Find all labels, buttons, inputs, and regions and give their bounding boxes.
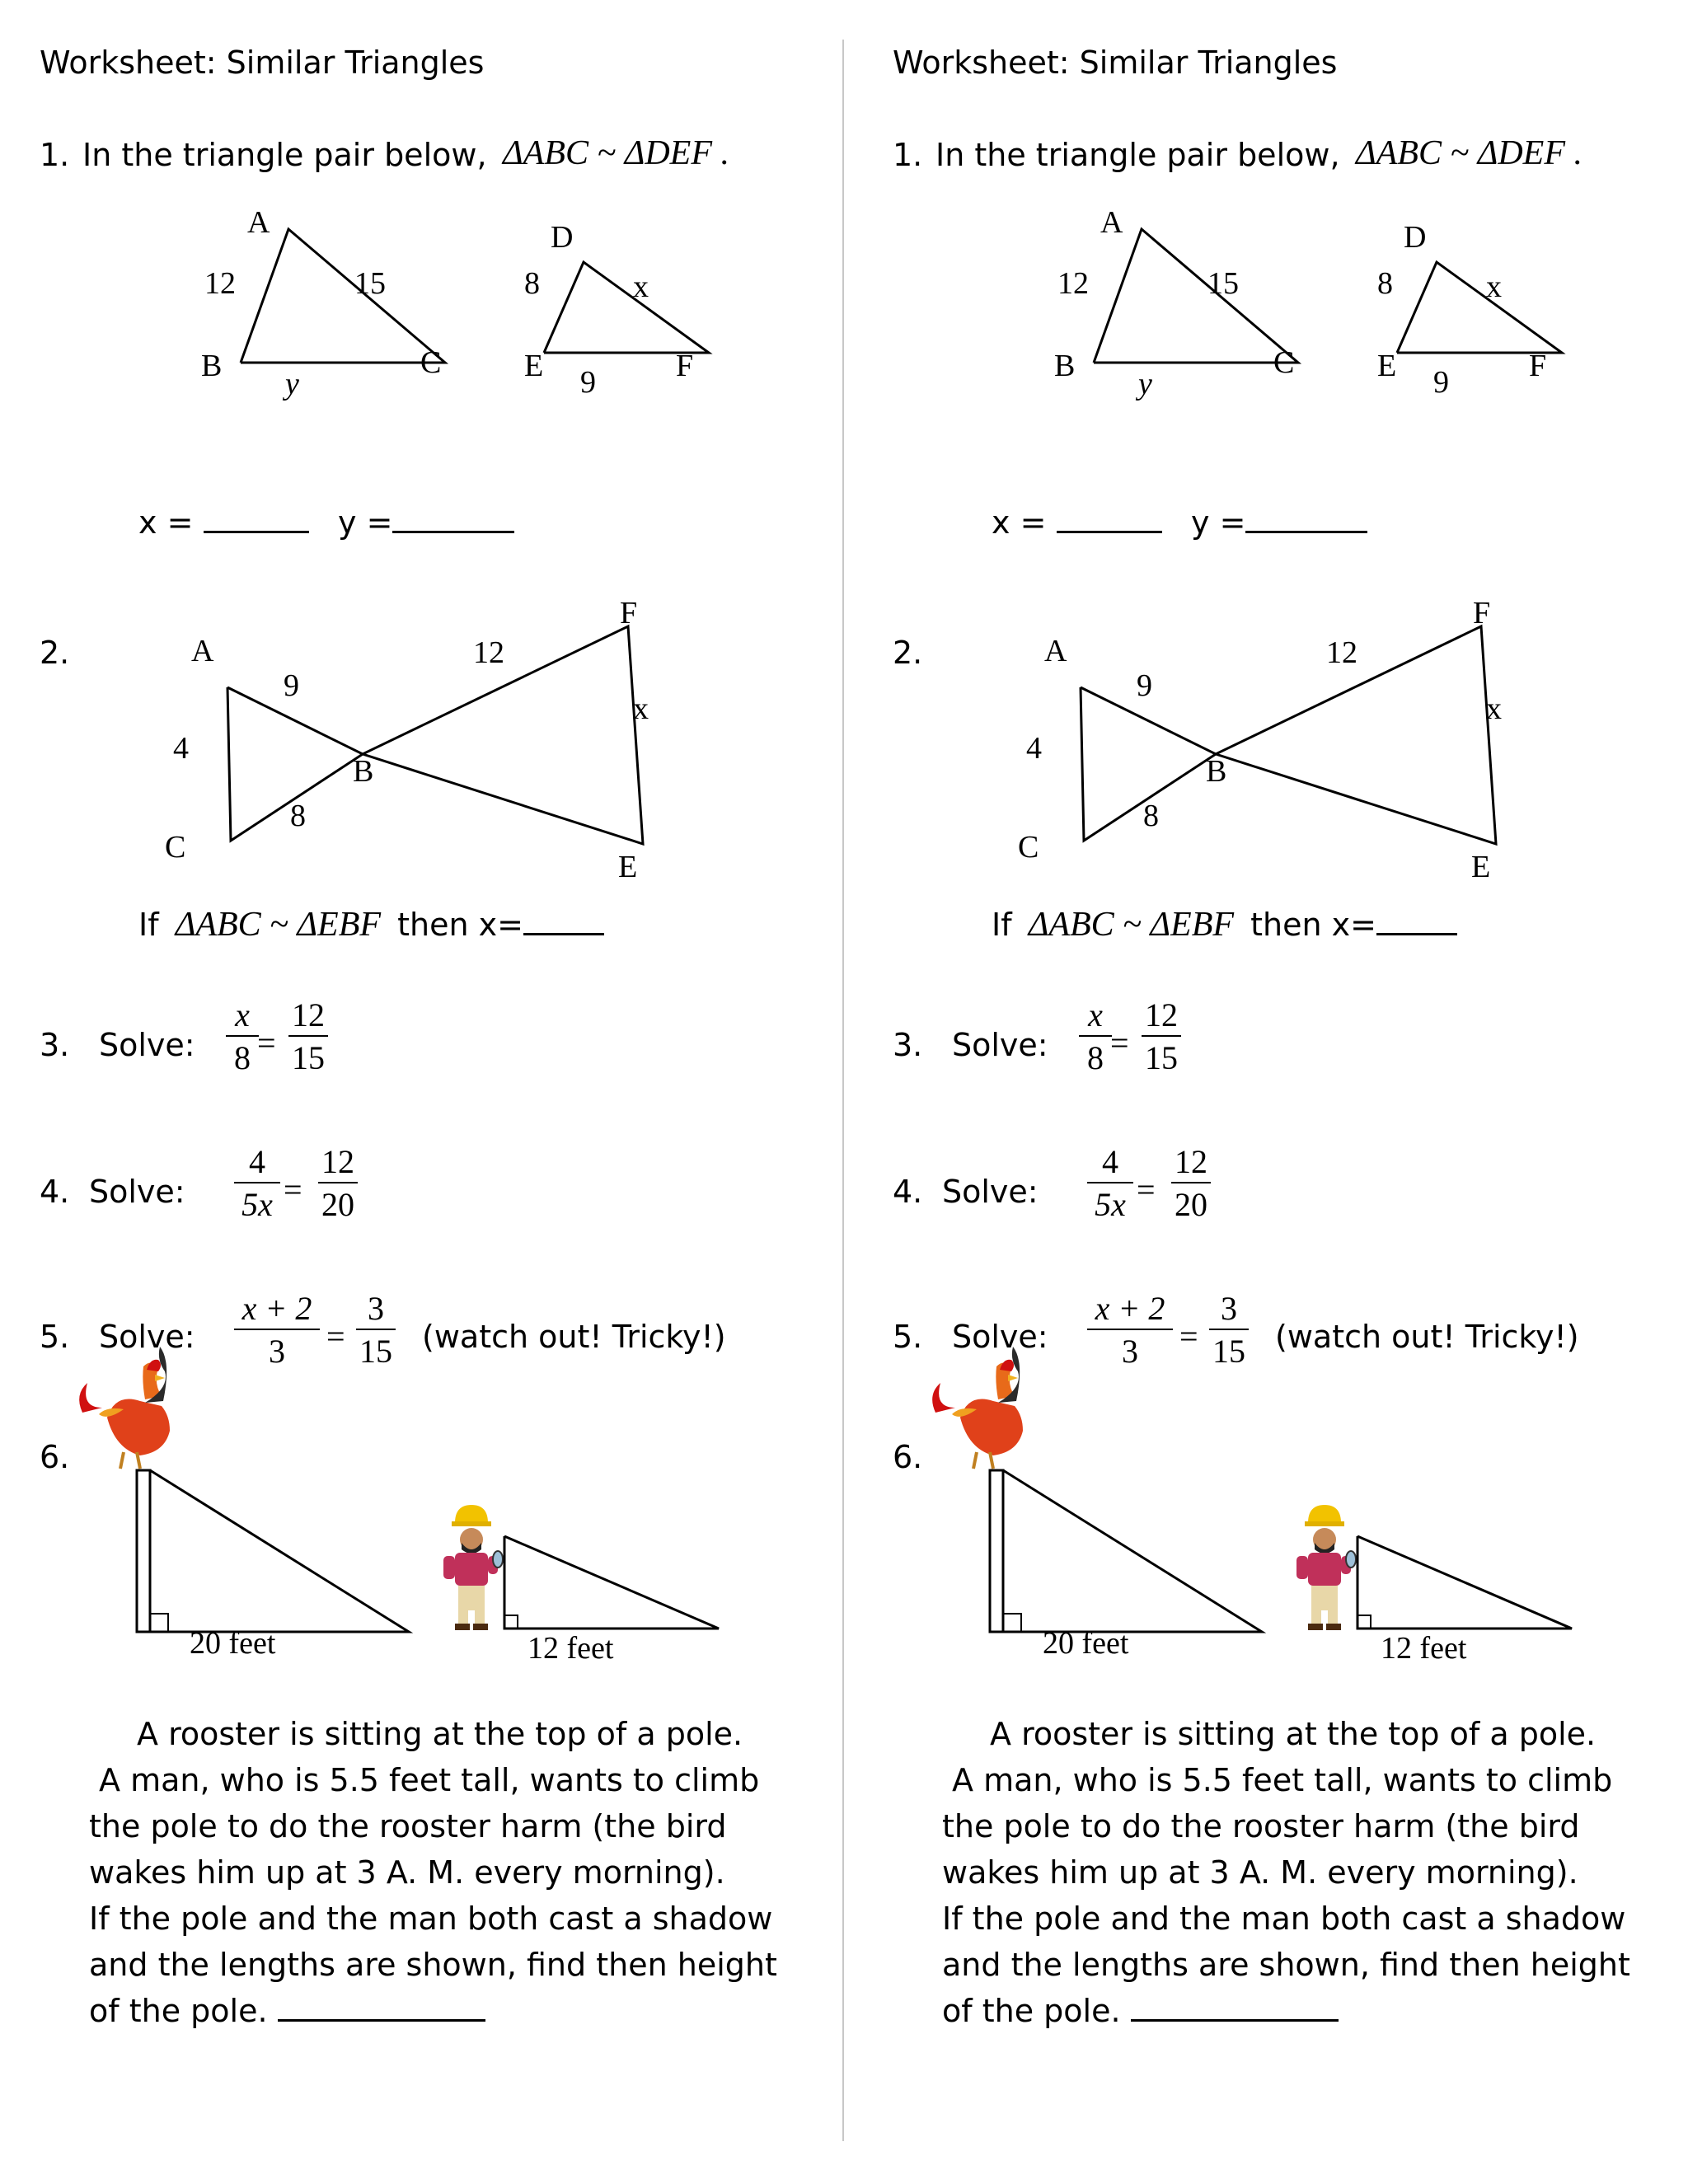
q6-answer-blank[interactable] [1131, 2019, 1339, 2022]
q1-y-label: y = [338, 504, 393, 541]
q3-rhs-fraction [1142, 996, 1181, 1076]
q6-line: the pole to do the rooster harm (the bird [89, 1808, 727, 1844]
q5-lhs-fraction [234, 1292, 320, 1368]
q1-side-ac: 15 [354, 266, 386, 301]
q5-lhs-fraction [1087, 1292, 1173, 1368]
q6-last-line [942, 1988, 1630, 2034]
q3-rhs-num: 12 [1145, 996, 1178, 1033]
q1-x-blank[interactable] [204, 531, 309, 533]
q2-relation: ΔABC ~ ΔEBF [175, 906, 382, 944]
q4-lhs-fraction [1087, 1143, 1133, 1223]
q3-equals: = [1110, 1024, 1129, 1062]
q1-label-c: C [420, 345, 442, 380]
pole-shadow-label: 20 feet [1043, 1626, 1129, 1661]
q6-line: A rooster is sitting at the top of a pole. [137, 1716, 743, 1752]
q1-label-c: C [1273, 345, 1295, 380]
q2-label-a: A [1044, 634, 1067, 668]
q2-side-ac: 4 [1026, 731, 1042, 766]
q2-then: then x= [397, 907, 523, 943]
q4-lhs-den: 5x [1095, 1186, 1126, 1223]
q6-problem-text [942, 1711, 1630, 2034]
q4-lhs-num: 4 [249, 1143, 265, 1180]
q5-note: (watch out! Tricky!) [422, 1319, 726, 1355]
q4-label: Solve: [942, 1174, 1039, 1210]
q2-if: If [138, 907, 159, 943]
q2-relation: ΔABC ~ ΔEBF [1028, 906, 1235, 944]
q4-label: Solve: [89, 1174, 185, 1210]
q2-number: 2. [893, 635, 923, 671]
worksheet-title: Worksheet: Similar Triangles [40, 45, 485, 81]
q4-lhs-num: 4 [1102, 1143, 1118, 1180]
q2-x-blank[interactable] [1376, 933, 1457, 935]
q4-number: 4. [893, 1174, 923, 1210]
q2-label-a: A [191, 634, 214, 668]
man-shadow-label: 12 feet [1381, 1631, 1467, 1666]
q1-side-ac: 15 [1207, 266, 1239, 301]
q2-label-e: E [618, 850, 638, 884]
q3-number: 3. [893, 1027, 923, 1063]
q1-x-blank[interactable] [1057, 531, 1162, 533]
q1-relation: ΔABC ~ ΔDEF . [503, 134, 729, 172]
q5-lhs-num: x + 2 [1095, 1290, 1165, 1327]
q5-rhs-num: 3 [1221, 1290, 1237, 1327]
q1-side-ef: 9 [1433, 365, 1449, 400]
q1-y-label: y = [1191, 504, 1246, 541]
q2-number: 2. [40, 635, 70, 671]
q2-side-bf: 12 [1326, 635, 1357, 670]
q2-label-e: E [1471, 850, 1491, 884]
q1-label-e: E [524, 349, 544, 383]
q6-line: the pole to do the rooster harm (the bird [942, 1808, 1580, 1844]
q1-y-blank[interactable] [392, 531, 514, 533]
q1-side-bc: y [285, 367, 299, 401]
man-shadow-label: 12 feet [528, 1631, 614, 1666]
q1-y-answer [338, 504, 514, 541]
q1-label-d: D [551, 220, 574, 255]
q1-number: 1. [893, 137, 923, 173]
q3-lhs-den: 8 [234, 1039, 251, 1076]
q5-label: Solve: [952, 1319, 1048, 1355]
q1-text: In the triangle pair below, [935, 137, 1340, 173]
q6-line: wakes him up at 3 A. M. every morning). [89, 1854, 725, 1891]
q2-label-b: B [353, 754, 374, 789]
q4-rhs-fraction [1171, 1143, 1211, 1223]
q6-line: wakes him up at 3 A. M. every morning). [942, 1854, 1578, 1891]
q5-number: 5. [40, 1319, 70, 1355]
q1-y-blank[interactable] [1245, 531, 1367, 533]
q6-line: If the pole and the man both cast a shadow [942, 1900, 1626, 1937]
worksheet-right [853, 0, 1688, 2184]
q2-question [992, 905, 1457, 944]
man-triangle-figure [0, 0, 1, 1]
q5-equals: = [1179, 1318, 1198, 1355]
q6-line: A man, who is 5.5 feet tall, wants to climb [952, 1762, 1613, 1798]
q5-rhs-num: 3 [368, 1290, 384, 1327]
q2-label-c: C [165, 830, 186, 865]
q1-side-df: x [633, 269, 649, 304]
q4-rhs-num: 12 [1175, 1143, 1207, 1180]
q1-label-a: A [247, 205, 270, 240]
q5-rhs-fraction [356, 1292, 396, 1368]
q3-rhs-fraction [288, 996, 328, 1076]
q5-lhs-den: 3 [1122, 1333, 1138, 1370]
q1-label-f: F [1529, 349, 1547, 383]
q4-equals: = [284, 1171, 302, 1208]
q3-equals: = [257, 1024, 276, 1062]
q1-side-bc: y [1138, 367, 1152, 401]
q4-rhs-fraction [318, 1143, 358, 1223]
q6-line: If the pole and the man both cast a shadow [89, 1900, 773, 1937]
q6-line: of the pole. [89, 1993, 268, 2029]
q1-side-de: 8 [1377, 266, 1393, 301]
q2-then: then x= [1250, 907, 1376, 943]
q3-label: Solve: [952, 1027, 1048, 1063]
q3-rhs-num: 12 [292, 996, 325, 1033]
q1-text: In the triangle pair below, [82, 137, 487, 173]
q2-side-fe: x [633, 691, 649, 726]
q4-rhs-num: 12 [321, 1143, 354, 1180]
q5-note: (watch out! Tricky!) [1275, 1319, 1579, 1355]
q2-x-blank[interactable] [523, 933, 604, 935]
q1-label-e: E [1377, 349, 1397, 383]
q2-side-bf: 12 [473, 635, 504, 670]
q1-label-b: B [201, 349, 223, 383]
pole-shadow-label: 20 feet [190, 1626, 276, 1661]
q2-side-bc: 8 [1143, 799, 1159, 833]
q3-lhs-den: 8 [1087, 1039, 1104, 1076]
q6-number: 6. [40, 1439, 70, 1475]
q3-lhs-fraction [226, 996, 259, 1076]
q1-side-de: 8 [524, 266, 540, 301]
q2-if: If [992, 907, 1012, 943]
q1-x-label: x = [992, 504, 1047, 541]
q1-x-answer [992, 504, 1162, 541]
q6-line: of the pole. [942, 1993, 1121, 2029]
q2-side-ab: 9 [284, 668, 299, 703]
q2-label-f: F [620, 596, 638, 630]
q3-lhs-fraction [1079, 996, 1112, 1076]
q6-last-line [89, 1988, 777, 2034]
worksheet-title: Worksheet: Similar Triangles [893, 45, 1338, 81]
q2-side-bc: 8 [290, 799, 306, 833]
q1-number: 1. [40, 137, 70, 173]
q5-lhs-num: x + 2 [241, 1290, 312, 1327]
q3-number: 3. [40, 1027, 70, 1063]
q4-lhs-fraction [234, 1143, 280, 1223]
q2-label-c: C [1018, 830, 1039, 865]
q4-lhs-den: 5x [241, 1186, 273, 1223]
q2-side-ac: 4 [173, 731, 189, 766]
q5-rhs-den: 15 [1212, 1333, 1245, 1370]
q6-line: A man, who is 5.5 feet tall, wants to climb [99, 1762, 760, 1798]
q3-rhs-den: 15 [1145, 1039, 1178, 1076]
q1-y-answer [1191, 504, 1367, 541]
q1-label-a: A [1100, 205, 1123, 240]
q1-x-label: x = [138, 504, 194, 541]
q5-rhs-den: 15 [359, 1333, 392, 1370]
q1-relation: ΔABC ~ ΔDEF . [1356, 134, 1582, 172]
q1-label-f: F [676, 349, 694, 383]
q5-number: 5. [893, 1319, 923, 1355]
q5-equals: = [326, 1318, 345, 1355]
q2-side-fe: x [1486, 691, 1502, 726]
q4-rhs-den: 20 [1175, 1186, 1207, 1223]
q6-number: 6. [893, 1439, 923, 1475]
q1-side-ef: 9 [580, 365, 596, 400]
q3-label: Solve: [99, 1027, 195, 1063]
q1-side-ab: 12 [1057, 266, 1089, 301]
q5-rhs-fraction [1209, 1292, 1249, 1368]
q4-number: 4. [40, 1174, 70, 1210]
q3-lhs-num: x [1088, 996, 1103, 1033]
q2-question [138, 905, 604, 944]
q6-line: A rooster is sitting at the top of a pole. [990, 1716, 1597, 1752]
q2-label-f: F [1473, 596, 1491, 630]
q1-label-d: D [1404, 220, 1427, 255]
q4-equals: = [1137, 1171, 1156, 1208]
q2-label-b: B [1206, 754, 1227, 789]
q1-x-answer [138, 504, 309, 541]
q2-side-ab: 9 [1137, 668, 1152, 703]
q3-lhs-num: x [235, 996, 250, 1033]
q3-rhs-den: 15 [292, 1039, 325, 1076]
q5-lhs-den: 3 [269, 1333, 285, 1370]
q6-line: and the lengths are shown, find then height [942, 1947, 1630, 1983]
q5-label: Solve: [99, 1319, 195, 1355]
q6-line: and the lengths are shown, find then height [89, 1947, 777, 1983]
q1-side-df: x [1486, 269, 1502, 304]
man-triangle-figure [853, 0, 854, 1]
q4-rhs-den: 20 [321, 1186, 354, 1223]
q6-problem-text [89, 1711, 777, 2034]
q6-answer-blank[interactable] [278, 2019, 485, 2022]
q1-label-b: B [1054, 349, 1076, 383]
q1-side-ab: 12 [204, 266, 236, 301]
